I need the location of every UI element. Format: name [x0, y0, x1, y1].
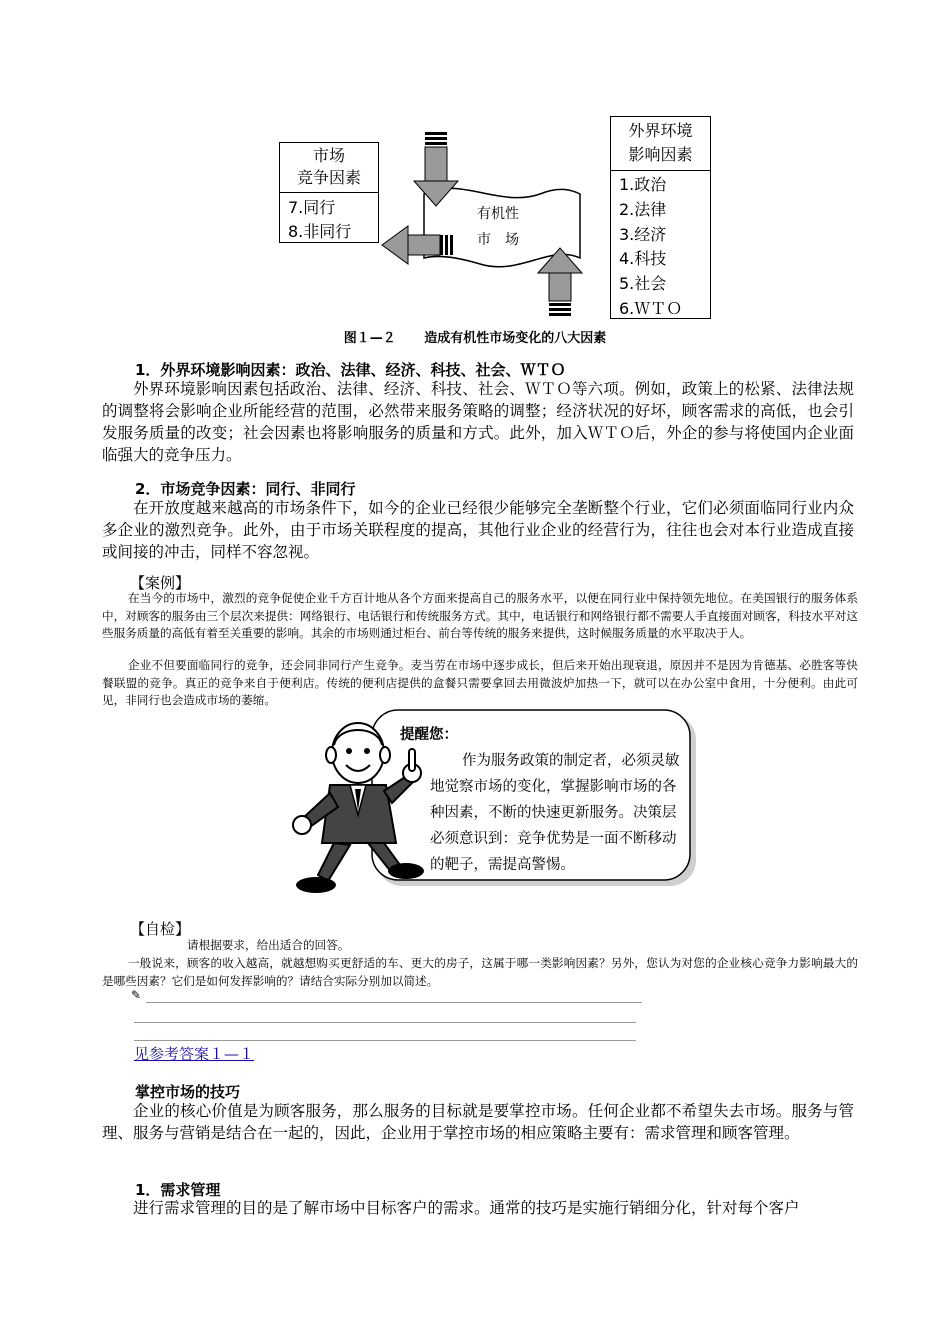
env-box-item: 2.法律 — [619, 199, 667, 219]
env-box-item: 1.政治 — [619, 175, 667, 194]
reminder-line: 必须意识到：竞争优势是一面不断移动 — [430, 831, 677, 847]
reminder-line: 地觉察市场的变化，掌握影响市场的各 — [430, 779, 677, 795]
paragraph: 外界环境影响因素包括政治、法律、经济、科技、社会、ＷＴＯ等六项。例如，政策上的松紧、法律法规的调整将会影响企业所能经营的范围，必然带来服务策略的调整；经济状况的好坏，顾客需求的高低，也会引发服务质量的改变；社会因素也将影响服务的质量和方式。此外，加入ＷＴＯ后，外企的参与将使国内企业面临强大的竞争压力。 — [102, 380, 854, 464]
env-box-item: 3.经济 — [619, 224, 667, 244]
reminder-title: 提醒您： — [400, 727, 458, 743]
reminder-line: 的靶子，需提高警惕。 — [430, 857, 575, 873]
selfcheck-question: 一般说来，顾客的收入越高，就越想购买更舒适的车、更大的房子，这属于哪一类影响因素？另外，您认为对您的企业核心竞争力影响最大的是哪些因素？它们是如何发挥影响的？请结合实际分别加以简述。 — [102, 956, 858, 988]
answer-line[interactable] — [134, 1040, 636, 1041]
market-box-item: 7.同行 — [288, 198, 336, 217]
pencil-icon: ✎ — [131, 988, 142, 1002]
env-box-title: 外界环境 影响因素 — [611, 117, 710, 171]
businessman-cartoon-icon — [288, 715, 428, 905]
case-paragraph: 在当今的市场中，激烈的竞争促使企业千方百计地从各个方面来提高自己的服务水平，以便在同行业中保持领先地位。在美国银行的服务体系中，对顾客的服务由三个层次来提供：网络银行、电话银行和传统服务方式。其中，电话银行和网络银行都不需要人手直接面对顾客，科技水平对这些服务质量的高低有着至关重要的影响。其余的市场则通过柜台、前台等传统的服务来提供，这时候服务质量的水平取决于人。 — [102, 591, 858, 640]
selfcheck-label: 【自检】 — [130, 920, 191, 938]
section-heading: 2．市场竞争因素：同行、非同行 — [135, 480, 356, 498]
market-box-item: 8.非同行 — [288, 222, 352, 241]
figure-caption — [0, 327, 950, 346]
environment-factors-box — [610, 116, 711, 319]
reminder-line: 种因素，不断的快速更新服务。决策层 — [430, 805, 677, 821]
answer-line[interactable] — [146, 1002, 642, 1003]
paragraph: 企业的核心价值是为顾客服务，那么服务的目标就是要掌控市场。任何企业都不希望失去市场。服务与管理、服务与营销是结合在一起的，因此，企业用于掌控市场的相应策略主要有：需求管理和顾客管理。 — [102, 1102, 854, 1142]
paragraph: 进行需求管理的目的是了解市场中目标客户的需求。通常的技巧是实施行销细分化，针对每个客户 — [133, 1199, 800, 1217]
section-heading: 1．外界环境影响因素：政治、法律、经济、科技、社会、ＷＴＯ — [135, 361, 566, 379]
reminder-line: 作为服务政策的制定者，必须灵敏 — [462, 753, 680, 769]
figure-number: 图１—２ — [343, 331, 396, 346]
env-box-item: 5.社会 — [619, 274, 667, 294]
market-box-title: 市场 竞争因素 — [280, 143, 378, 193]
env-box-item: 4.科技 — [619, 249, 667, 269]
case-paragraph: 企业不但要面临同行的竞争，还会同非同行产生竞争。麦当劳在市场中逐步成长，但后来开始出现衰退，原因并不是因为肯德基、必胜客等快餐联盟的竞争。真正的竞争来自于便利店。传统的便利店提供的盒餐只需要拿回去用微波炉加热一下，就可以在办公室中食用，十分便利。由此可见，非同行也会造成市场的萎缩。 — [102, 658, 858, 707]
market-center-label-2: 市 场 — [477, 232, 519, 248]
selfcheck-instruction: 请根据要求，给出适合的回答。 — [187, 938, 350, 952]
market-center-label-1: 有机性 — [477, 206, 519, 222]
section-heading: 掌控市场的技巧 — [135, 1083, 241, 1101]
paragraph: 在开放度越来越高的市场条件下，如今的企业已经很少能够完全垄断整个行业，它们必须面临同行业内众多企业的激烈竞争。此外，由于市场关联程度的提高，其他行业企业的经营行为，往往也会对本行业造成直接或间接的冲击，同样不容忽视。 — [102, 499, 854, 561]
section-heading: 1．需求管理 — [135, 1181, 221, 1199]
figure-title: 造成有机性市场变化的八大因素 — [424, 331, 607, 346]
up-arrow-icon — [538, 248, 582, 316]
answer-reference-link[interactable]: 见参考答案１—１ — [134, 1045, 255, 1063]
answer-line[interactable] — [134, 1022, 636, 1023]
env-box-item: 6.ＷＴＯ — [619, 298, 683, 318]
organic-market-diagram — [380, 128, 610, 320]
case-label: 【案例】 — [130, 574, 191, 592]
market-factors-box — [279, 142, 379, 243]
